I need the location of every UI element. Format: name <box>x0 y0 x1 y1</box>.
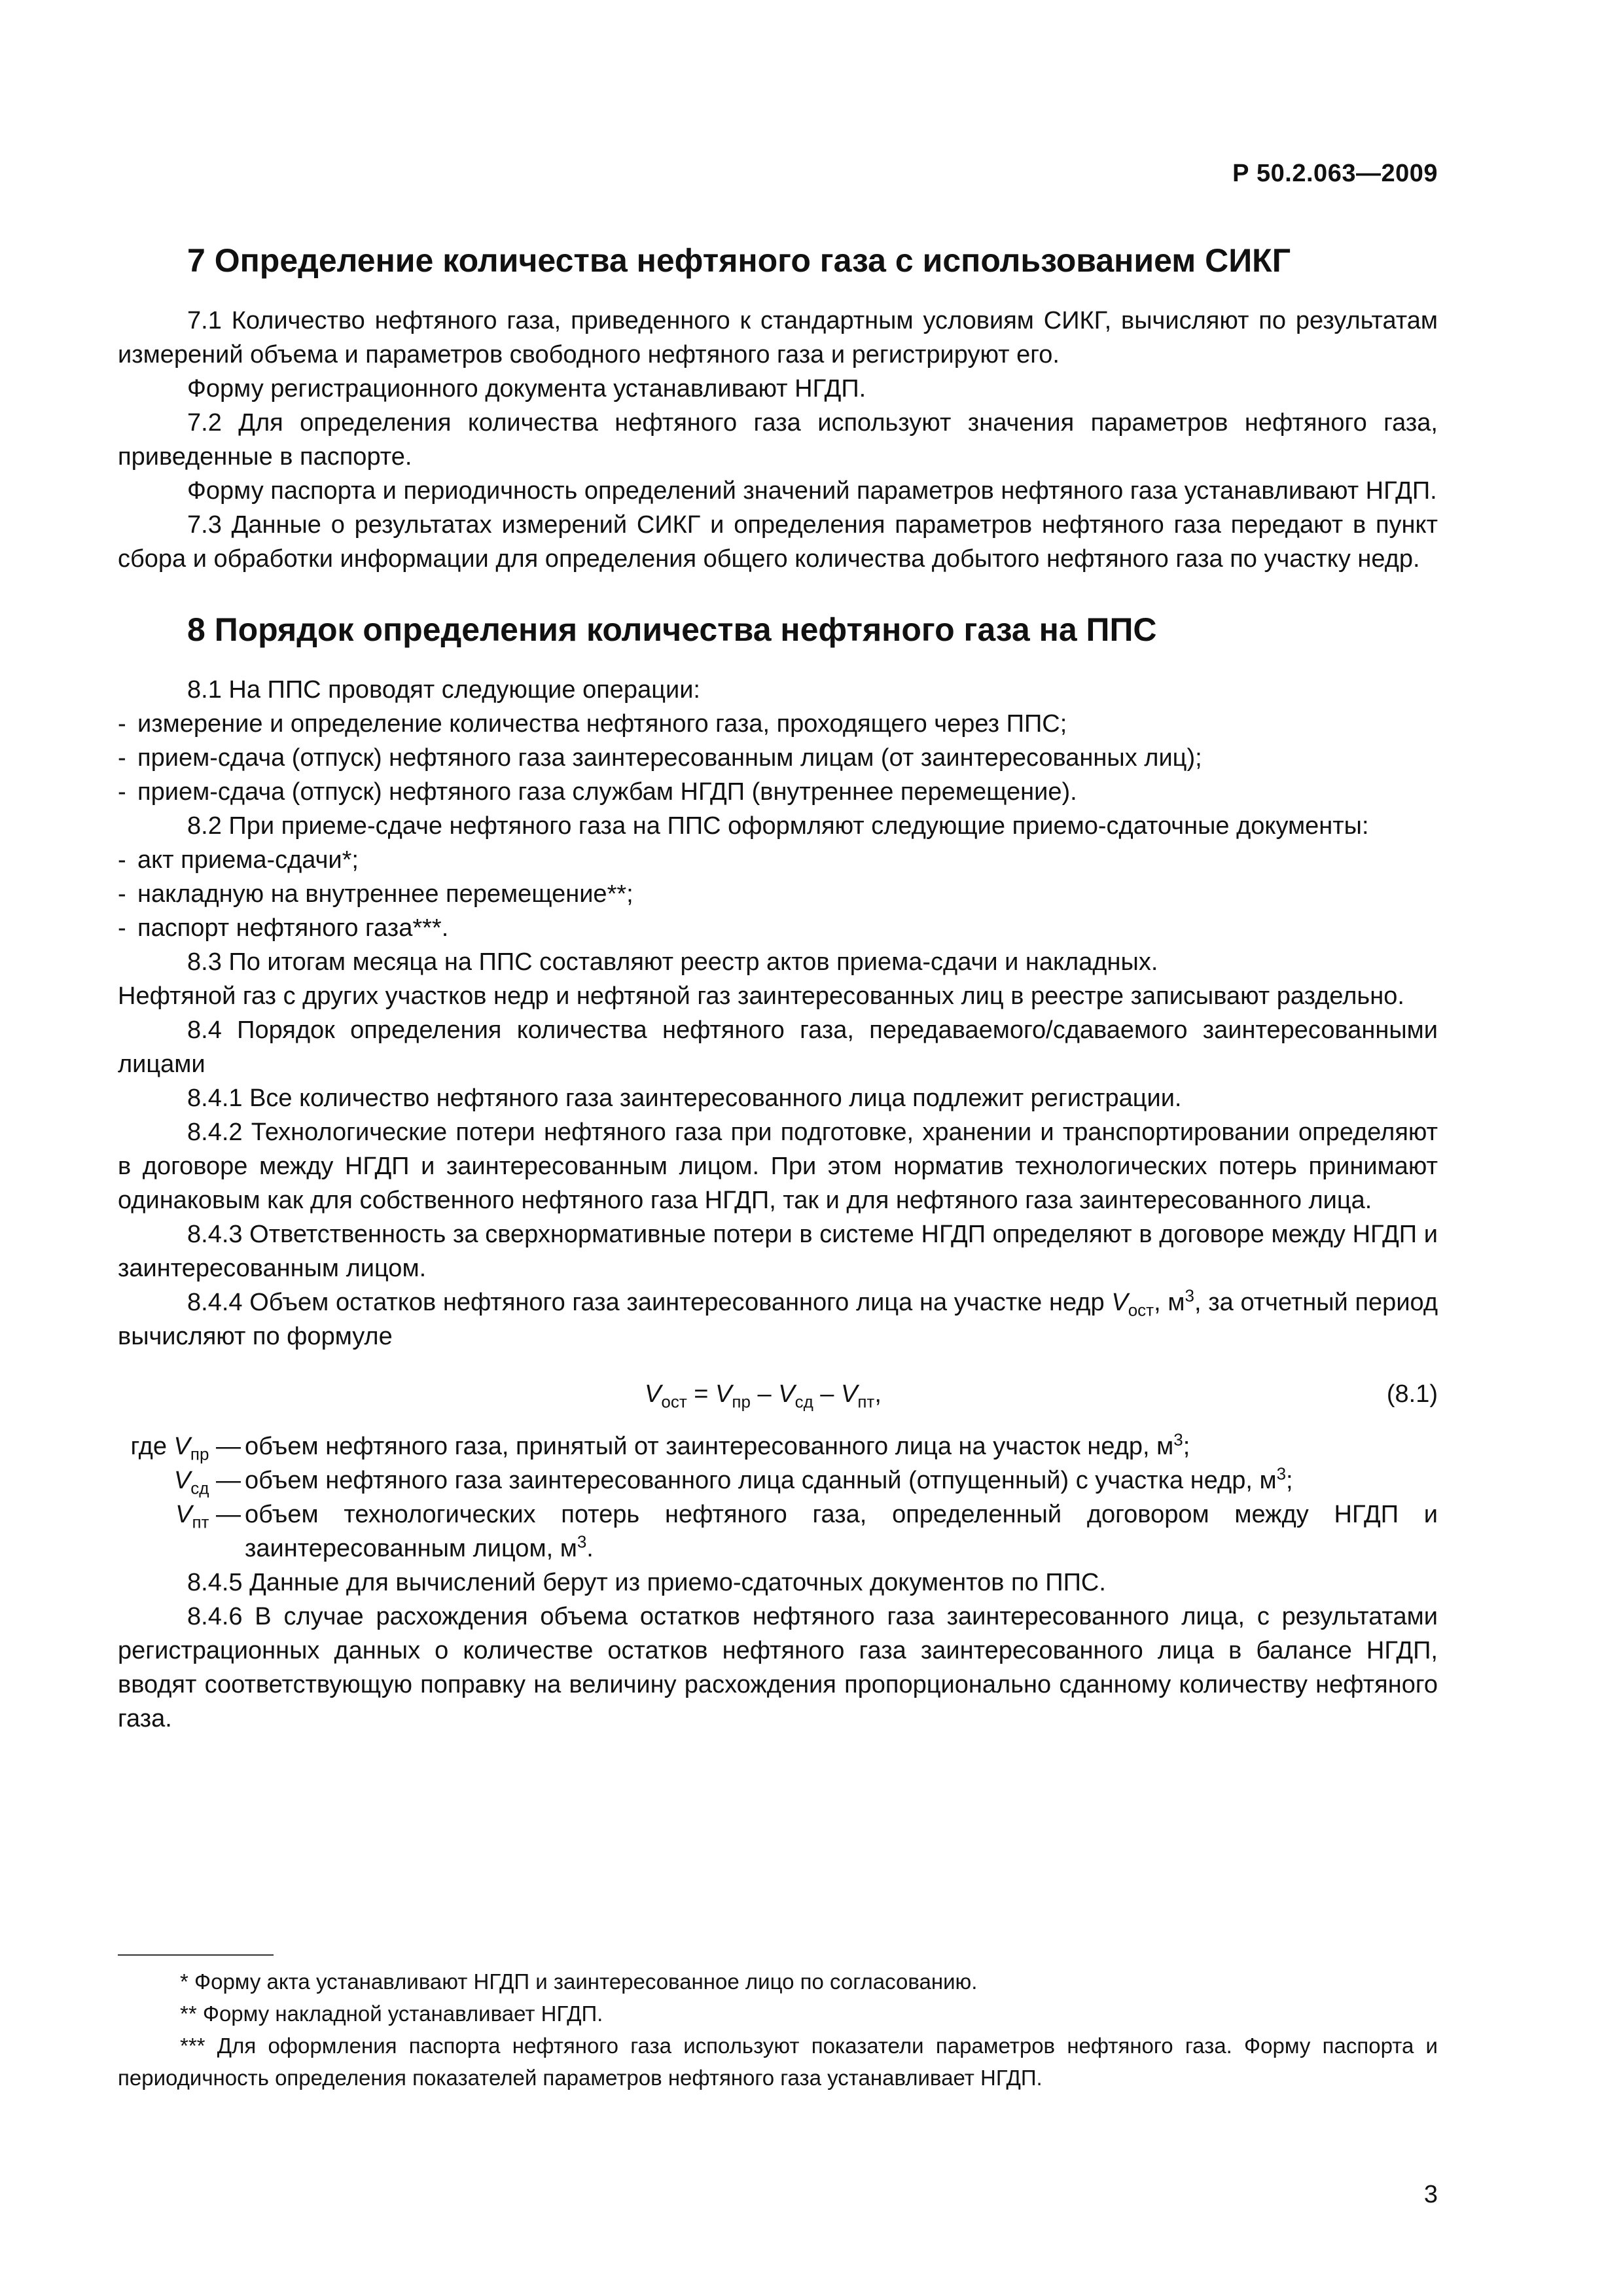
paragraph-8-4: 8.4 Порядок определения количества нефтяного газа, передаваемого/сдаваемого заинтересованными лицами <box>118 1016 1438 1078</box>
paragraph-8-2: 8.2 При приеме-сдаче нефтяного газа на ППС оформляют следующие приемо-сдаточные документы: <box>187 812 1369 840</box>
legend-row-v-sd: $V_{сд}$ — объем нефтяного газа заинтересованного лица сданный (отпущенный) с участка недр, $м^3$; <box>173 1463 1293 1498</box>
paragraph-8-4-6: 8.4.6 В случае расхождения объема остатков нефтяного газа заинтересованного лица, с результатами регистрационных данных о количестве остатков нефтяного газа заинтересованного лица в балансе НГДП, вводят соответствующую поправку на величину расхождения пропорционально сданному количеству нефтяного газа. <box>118 1603 1438 1732</box>
legend-row-v-pr: где $V_{пр}$ — объем нефтяного газа, принятый от заинтересованного лица на участок недр, $м^3$; <box>130 1429 1190 1464</box>
formula-number: (8.1) <box>1386 1380 1438 1408</box>
list-item: - накладную на внутреннее перемещение**; <box>118 880 633 908</box>
list-item: - измерение и определение количества нефтяного газа, проходящего через ППС; <box>118 710 1067 738</box>
section-7-title: 7 Определение количества нефтяного газа с использованием СИКГ <box>187 242 1291 279</box>
paragraph-8-4-5: 8.4.5 Данные для вычислений берут из приемо-сдаточных документов по ППС. <box>187 1569 1106 1596</box>
footnote: ** Форму накладной устанавливает НГДП. <box>180 2001 603 2026</box>
legend-row-v-pt: $V_{пт}$ — объем технологических потерь нефтяного газа, определенный договором между НГДП и заинтересованным лицом, $м^3$. <box>175 1501 1438 1562</box>
list-item: - акт приема-сдачи*; <box>118 846 359 874</box>
paragraph-8-1: 8.1 На ППС проводят следующие операции: <box>187 676 700 704</box>
paragraph-7-3: 7.3 Данные о результатах измерений СИКГ и определения параметров нефтяного газа передают в пункт сбора и обработки информации для определения общего количества добытого нефтяного газа по участку недр. <box>118 511 1438 573</box>
formula-8-1 <box>118 1372 1438 1424</box>
paragraph-8-3: 8.3 По итогам месяца на ППС составляют реестр актов приема-сдачи и накладных. <box>187 948 1158 976</box>
list-item: - прием-сдача (отпуск) нефтяного газа заинтересованным лицам (от заинтересованных лиц); <box>118 744 1202 772</box>
formula-legend <box>118 1429 1438 1566</box>
page-content <box>118 241 1438 1736</box>
document-code: Р 50.2.063—2009 <box>1232 160 1438 187</box>
paragraph-8-4-1: 8.4.1 Все количество нефтяного газа заинтересованного лица подлежит регистрации. <box>187 1085 1182 1112</box>
footnote-divider <box>118 1954 274 1956</box>
footnote: *** Для оформления паспорта нефтяного газа используют показатели параметров нефтяного газа. Форму паспорта и периодичность определения показателей параметров нефтяного газа устанавливает НГДП. <box>118 2034 1438 2090</box>
paragraph-8-4-3: 8.4.3 Ответственность за сверхнормативные потери в системе НГДП определяют в договоре между НГДП и заинтересованным лицом. <box>118 1221 1438 1282</box>
list-item: - прием-сдача (отпуск) нефтяного газа службам НГДП (внутреннее перемещение). <box>118 778 1077 806</box>
footnotes <box>118 1965 1438 2094</box>
paragraph-7-2: 7.2 Для определения количества нефтяного газа используют значения параметров нефтяного газа, приведенные в паспорте. <box>118 409 1438 471</box>
formula-expression: $V_{ост} = V_{пр} - V_{сд} - V_{пт}$, <box>645 1380 882 1412</box>
paragraph-7-2-passport: Форму паспорта и периодичность определений значений параметров нефтяного газа устанавливают НГДП. <box>187 477 1437 505</box>
paragraph-8-4-4: 8.4.4 Объем остатков нефтяного газа заинтересованного лица на участке недр $V_{ост}$, $м^3$, за отчетный период вычисляют по формуле <box>118 1285 1438 1350</box>
list-item: - паспорт нефтяного газа***. <box>118 914 449 942</box>
paragraph-8-4-2: 8.4.2 Технологические потери нефтяного газа при подготовке, хранении и транспортировании определяют в договоре между НГДП и заинтересованным лицом. При этом норматив технологических потерь принимают одинаковым как для собственного нефтяного газа НГДП, так и для нефтяного газа заинтересованного лица. <box>118 1119 1438 1214</box>
paragraph-8-3-registry: Нефтяной газ с других участков недр и нефтяной газ заинтересованных лиц в реестре записывают раздельно. <box>118 982 1404 1010</box>
page-number: 3 <box>1423 2181 1438 2208</box>
paragraph-7-1: 7.1 Количество нефтяного газа, приведенного к стандартным условиям СИКГ, вычисляют по результатам измерений объема и параметров свободного нефтяного газа и регистрируют его. <box>118 307 1438 368</box>
paragraph-7-1-form: Форму регистрационного документа устанавливают НГДП. <box>187 375 866 403</box>
section-8-title: 8 Порядок определения количества нефтяного газа на ППС <box>187 611 1157 648</box>
footnote: * Форму акта устанавливают НГДП и заинтересованное лицо по согласованию. <box>180 1969 978 1994</box>
